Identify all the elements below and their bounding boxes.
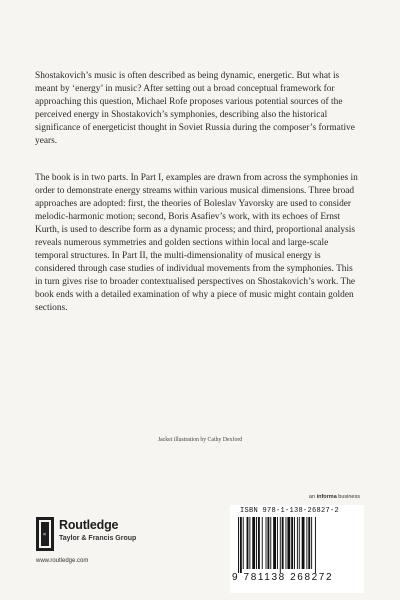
barcode-icon [236, 517, 358, 573]
informa-business-label [309, 494, 360, 500]
publisher-name: Routledge [59, 518, 119, 532]
publisher-group: Taylor & Francis Group [59, 535, 137, 542]
barcode-block [230, 505, 364, 593]
routledge-logo-icon [36, 517, 54, 551]
svg-text:R: R [42, 532, 47, 536]
isbn-label: ISBN 978-1-138-26827-2 [240, 507, 340, 515]
informa-prefix: an [308, 494, 317, 500]
description-paragraph-1: Shostakovich’s music is often described as being dynamic, energetic. But what is meant by ‘energy’ in music? After setting out a broad conceptual framework for approaching this question, Michael Rofe proposes various potential sources of the perceived energy in Shostakovich’s symphonies, describing also the historical significance of energeticist thought in Soviet Russia during the composer’s formative years. [35, 71, 355, 146]
publisher-website: www.routledge.com [36, 558, 89, 564]
barcode-digits: 9 781138 268272 [232, 572, 334, 583]
informa-suffix: business [336, 494, 360, 500]
description-paragraph-2: The book is in two parts. In Part I, examples are drawn from across the symphonies in order to demonstrate energy streams within various musical dimensions. Three broad approaches are adopted: first, the theories of Boleslav Yavorsky are used to consider melodic-harmonic motion; second, Boris Asafiev’s work, with its echoes of Ernst Kurth, is used to describe form as a dynamic process; and third, proportional analysis reveals numerous symmetries and golden sections within local and large-scale temporal structures. In Part II, the multi-dimensionality of musical energy is considered through case studies of individual movements from the symphonies. This in turn gives rise to broader contextualised perspectives on Shostakovich’s work. The book ends with a detailed examination of why a piece of music might contain golden sections. [35, 173, 358, 313]
informa-brand: informa [316, 494, 337, 500]
jacket-credit: Jacket illustration by Cathy Dexford [157, 437, 243, 443]
